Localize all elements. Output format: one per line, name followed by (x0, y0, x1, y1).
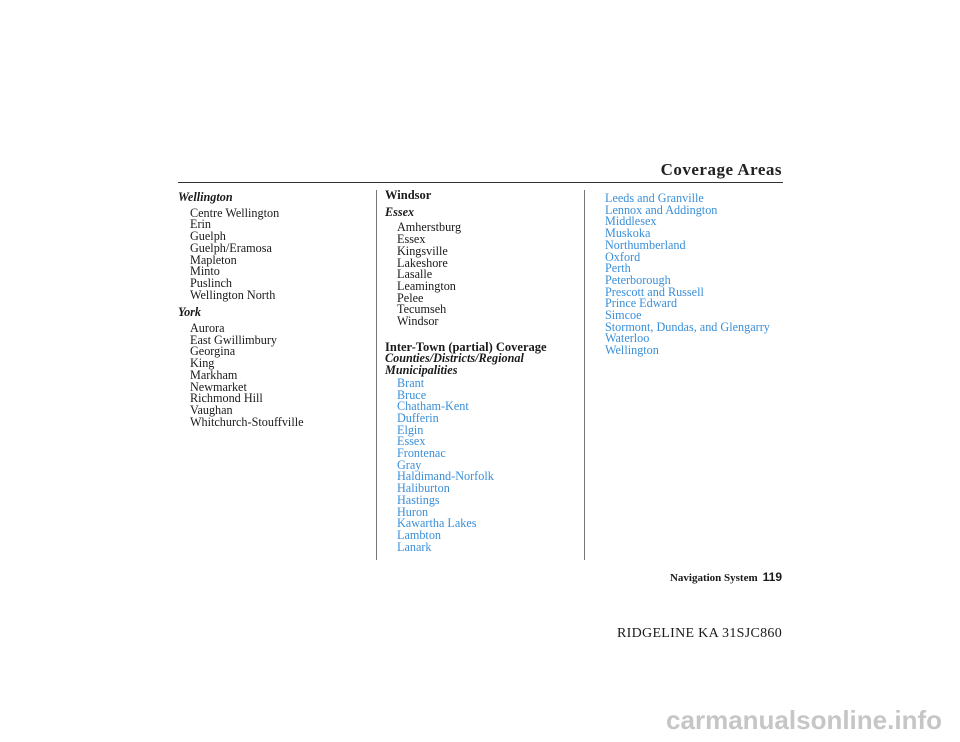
region-link[interactable]: Oxford (605, 249, 641, 264)
column-1 (178, 190, 373, 434)
inter-town-subheading (385, 353, 580, 376)
region-link[interactable]: Leeds and Granville (605, 191, 704, 205)
inter-town-heading: Inter-Town (partial) Coverage (385, 339, 547, 354)
region-link[interactable]: Stormont, Dundas, and Glengarry (605, 319, 770, 334)
column-2 (385, 190, 580, 559)
county-heading: Wellington (178, 190, 233, 204)
list-item: Mapleton (190, 252, 237, 267)
list-item: Guelph (190, 229, 226, 244)
city-heading: Windsor (385, 188, 432, 202)
region-link[interactable]: Prescott and Russell (605, 284, 704, 299)
region-link[interactable]: Haliburton (397, 481, 450, 496)
list-item: East Gwillimbury (190, 332, 277, 347)
list-item: Minto (190, 264, 220, 279)
list-item: Erin (190, 217, 211, 232)
list-item: Vaughan (190, 402, 233, 417)
column-divider (584, 190, 585, 560)
region-link[interactable]: Lambton (397, 527, 442, 542)
list-item: Amherstburg (397, 220, 462, 235)
watermark: carmanualsonline.info (666, 705, 942, 735)
list-item: Pelee (397, 290, 424, 305)
list-item: Georgina (190, 344, 236, 359)
region-link-list (605, 193, 783, 357)
region-link[interactable]: Kawartha Lakes (397, 516, 477, 531)
list-item: Kingsville (397, 243, 448, 258)
region-link[interactable]: Wellington (605, 343, 659, 358)
region-link[interactable]: Northumberland (605, 237, 686, 252)
region-link[interactable]: Frontenac (397, 446, 446, 461)
list-item: Centre Wellington (190, 205, 280, 220)
municipality-list (190, 205, 373, 302)
region-link[interactable]: Lanark (397, 539, 432, 554)
list-item: Aurora (190, 321, 225, 336)
county-heading: York (178, 305, 202, 320)
page-title: Coverage Areas (660, 160, 782, 179)
list-item: Tecumseh (397, 302, 447, 317)
region-link[interactable]: Lennox and Addington (605, 202, 718, 217)
region-link[interactable]: Elgin (397, 422, 424, 437)
region-link[interactable]: Muskoka (605, 226, 651, 241)
region-link[interactable]: Brant (397, 375, 425, 390)
municipality-list (397, 222, 580, 327)
region-link[interactable]: Simcoe (605, 308, 642, 323)
region-link[interactable]: Hastings (397, 492, 440, 507)
manual-code: RIDGELINE KA 31SJC860 (617, 626, 782, 641)
column-3 (593, 193, 783, 363)
list-item: Markham (190, 367, 238, 382)
region-link[interactable]: Essex (397, 434, 426, 449)
region-link[interactable]: Haldimand-Norfolk (397, 469, 494, 484)
subheading-line: Municipalities (385, 363, 458, 378)
region-link-list (397, 375, 580, 554)
list-item: Leamington (397, 278, 456, 293)
municipality-list (190, 323, 373, 428)
list-item: King (190, 356, 215, 371)
region-link[interactable]: Waterloo (605, 331, 650, 346)
region-link[interactable]: Chatham-Kent (397, 399, 469, 414)
list-item: Guelph/Eramosa (190, 240, 272, 255)
region-link[interactable]: Bruce (397, 387, 427, 402)
region-link[interactable]: Dufferin (397, 410, 439, 425)
page-number: 119 (762, 570, 782, 584)
list-item: Puslinch (190, 275, 232, 290)
list-item: Lasalle (397, 267, 433, 282)
footer-nav-label: Navigation System (669, 572, 758, 584)
list-item: Richmond Hill (190, 391, 263, 406)
list-item: Newmarket (190, 379, 247, 394)
list-item: Whitchurch-Stouffville (190, 414, 304, 429)
region-link[interactable]: Perth (605, 261, 631, 276)
list-item: Wellington North (190, 287, 276, 302)
header-divider (178, 182, 783, 183)
region-link[interactable]: Middlesex (605, 214, 657, 229)
footer-nav (670, 570, 782, 584)
list-item: Essex (397, 232, 426, 247)
region-link[interactable]: Huron (397, 504, 429, 519)
subheading-line: Counties/Districts/Regional (385, 351, 524, 366)
region-link[interactable]: Peterborough (605, 272, 671, 287)
list-item: Windsor (397, 314, 439, 329)
column-divider (376, 190, 377, 560)
list-item: Lakeshore (397, 255, 448, 270)
county-heading: Essex (385, 204, 415, 219)
region-link[interactable]: Prince Edward (605, 296, 678, 311)
region-link[interactable]: Gray (397, 457, 422, 472)
